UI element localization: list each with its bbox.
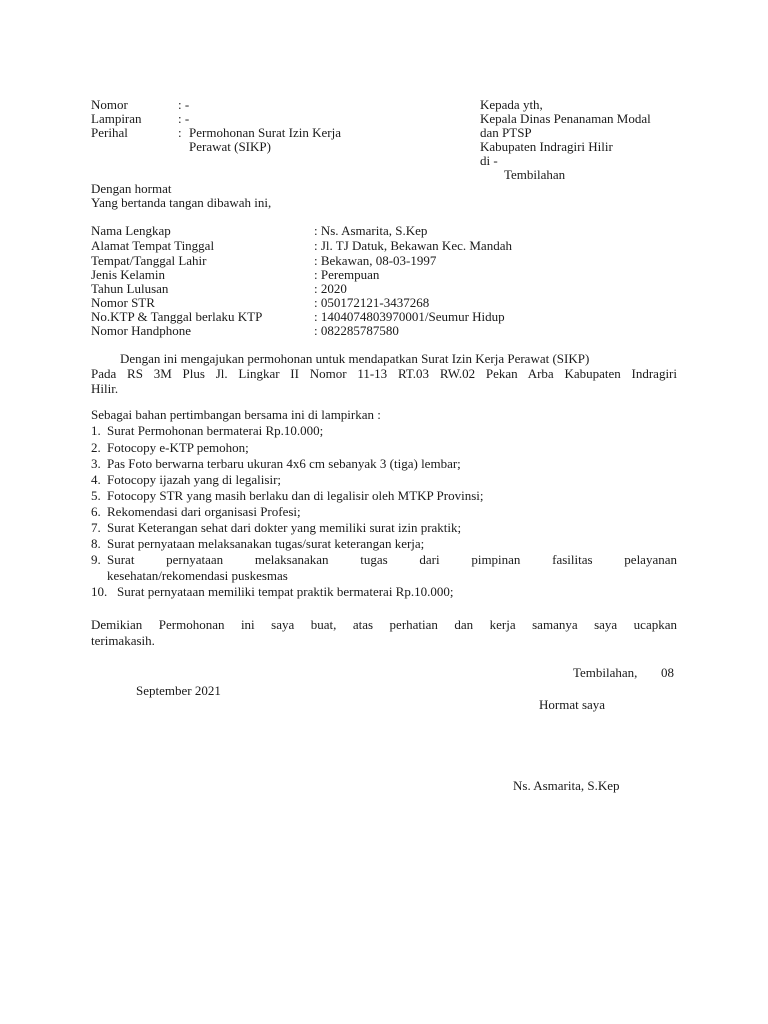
list-item: Pas Foto berwarna terbaru ukuran 4x6 cm sebanyak 3 (tiga) lembar; <box>107 456 461 471</box>
list-item: Surat pernyataan memiliki tempat praktik bermaterai Rp.10.000; <box>117 584 454 599</box>
list-item-number: 5. <box>91 488 101 503</box>
paragraph-1-line-3: Hilir. <box>91 381 119 396</box>
field-label-str: Nomor STR <box>91 295 155 310</box>
list-item: Fotocopy ijazah yang di legalisir; <box>107 472 282 487</box>
closing-line-2: terimakasih. <box>91 633 155 648</box>
list-item-number: 1. <box>91 423 101 438</box>
field-label-alamat: Alamat Tempat Tinggal <box>91 238 215 253</box>
field-value-tahun-lulusan: : 2020 <box>314 281 347 296</box>
list-item: Surat Keterangan sehat dari dokter yang memiliki surat izin praktik; <box>107 520 462 535</box>
signature-name: Ns. Asmarita, S.Kep <box>513 778 620 793</box>
field-value-nama: : Ns. Asmarita, S.Kep <box>314 223 428 238</box>
recipient-line-6: Tembilahan <box>504 167 566 182</box>
lampiran-label: Lampiran <box>91 111 142 126</box>
field-label-tahun-lulusan: Tahun Lulusan <box>91 281 169 296</box>
list-item-number: 4. <box>91 472 101 487</box>
list-item-number: 10. <box>91 584 108 599</box>
signature-regards: Hormat saya <box>539 697 606 712</box>
list-item-number: 7. <box>91 520 101 535</box>
list-item-number: 2. <box>91 440 101 455</box>
closing-line-1: Demikian Permohonan ini saya buat, atas perhatian dan kerja samanya saya ucapkan <box>91 617 677 632</box>
nomor-label: Nomor <box>91 97 128 112</box>
field-value-alamat: : Jl. TJ Datuk, Bekawan Kec. Mandah <box>314 238 512 253</box>
list-item: Surat pernyataan melaksanakan tugas dari pimpinan fasilitas pelayanan <box>107 552 677 567</box>
field-value-handphone: : 082285787580 <box>314 323 399 338</box>
list-item-number: 8. <box>91 536 101 551</box>
recipient-line-2: Kepala Dinas Penanaman Modal <box>480 111 651 126</box>
signature-place: Tembilahan, <box>573 665 638 680</box>
field-value-jenis-kelamin: : Perempuan <box>314 267 380 282</box>
field-value-ktp: : 1404074803970001/Seumur Hidup <box>314 309 505 324</box>
list-item-number: 6. <box>91 504 101 519</box>
greeting-line-1: Dengan hormat <box>91 181 172 196</box>
paragraph-1-line-1: Dengan ini mengajukan permohonan untuk mendapatkan Surat Izin Kerja Perawat (SIKP) <box>120 351 590 366</box>
list-item-number: 3. <box>91 456 101 471</box>
field-label-jenis-kelamin: Jenis Kelamin <box>91 267 166 282</box>
attachments-intro: Sebagai bahan pertimbangan bersama ini di lampirkan : <box>91 407 381 422</box>
perihal-line-1: Permohonan Surat Izin Kerja <box>189 125 341 140</box>
recipient-line-5: di - <box>480 153 498 168</box>
paragraph-1-line-2: Pada RS 3M Plus Jl. Lingkar II Nomor 11-13 RT.03 RW.02 Pekan Arba Kabupaten Indragiri <box>91 366 677 381</box>
recipient-line-1: Kepada yth, <box>480 97 543 112</box>
signature-month-year: September 2021 <box>136 683 221 698</box>
list-item: Surat pernyataan melaksanakan tugas/surat keterangan kerja; <box>107 536 425 551</box>
field-label-handphone: Nomor Handphone <box>91 323 192 338</box>
perihal-colon: : <box>178 125 182 140</box>
list-item: Fotocopy STR yang masih berlaku dan di legalisir oleh MTKP Provinsi; <box>107 488 484 503</box>
field-label-nama: Nama Lengkap <box>91 223 171 238</box>
greeting-line-2: Yang bertanda tangan dibawah ini, <box>91 195 272 210</box>
list-item-number: 9. <box>91 552 101 567</box>
perihal-line-2: Perawat (SIKP) <box>189 139 271 154</box>
list-item: Rekomendasi dari organisasi Profesi; <box>107 504 301 519</box>
signature-day: 08 <box>661 665 674 680</box>
recipient-line-3: dan PTSP <box>480 125 532 140</box>
perihal-label: Perihal <box>91 125 128 140</box>
field-label-ktp: No.KTP & Tanggal berlaku KTP <box>91 309 263 324</box>
recipient-line-4: Kabupaten Indragiri Hilir <box>480 139 613 154</box>
nomor-value: : - <box>178 97 190 112</box>
list-item: Surat Permohonan bermaterai Rp.10.000; <box>107 423 324 438</box>
lampiran-value: : - <box>178 111 190 126</box>
field-value-ttl: : Bekawan, 08-03-1997 <box>314 253 437 268</box>
field-label-ttl: Tempat/Tanggal Lahir <box>91 253 207 268</box>
list-item-continuation: kesehatan/rekomendasi puskesmas <box>107 568 288 583</box>
list-item: Fotocopy e-KTP pemohon; <box>107 440 249 455</box>
field-value-str: : 050172121-3437268 <box>314 295 430 310</box>
